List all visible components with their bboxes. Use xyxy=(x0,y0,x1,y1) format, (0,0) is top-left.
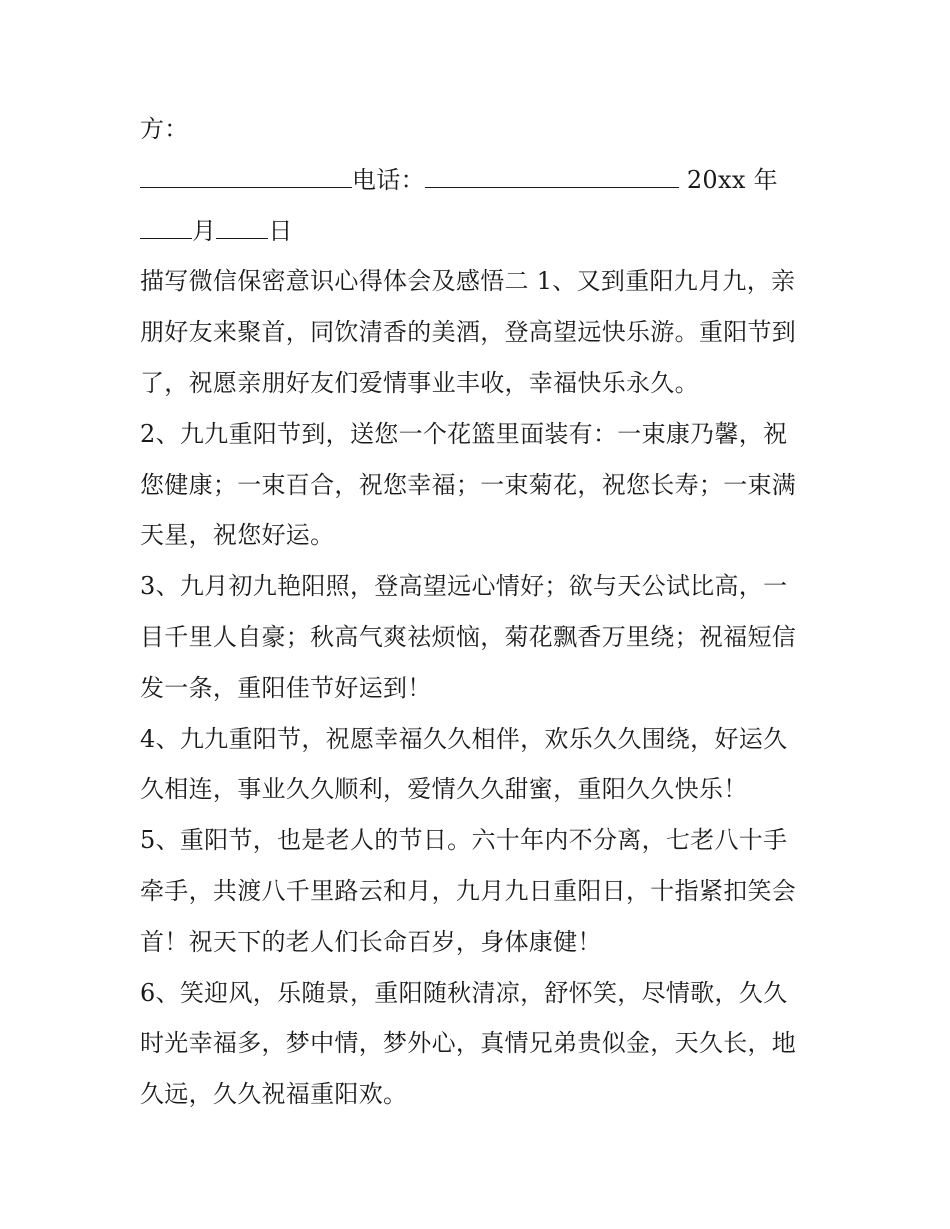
document-body xyxy=(140,104,820,1120)
text-line: 久相连，事业久久顺利，爱情久久甜蜜，重阳久久快乐！ xyxy=(140,775,748,804)
text-line: 朋好友来聚首，同饮清香的美酒，登高望远快乐游。重阳节到 xyxy=(140,318,797,347)
text-line: 发一条，重阳佳节好运到！ xyxy=(140,673,432,702)
text-line: 4、九九重阳节，祝愿幸福久久相伴，欢乐久久围绕，好运久 xyxy=(140,724,788,753)
fang-label: 方： xyxy=(140,115,189,143)
phone-blank xyxy=(425,165,679,188)
form-line-phone xyxy=(140,155,820,206)
phone-label: 电话： xyxy=(352,165,425,194)
text-line: 久远，久久祝福重阳欢。 xyxy=(140,1080,408,1109)
text-line: 2、九九重阳节到，送您一个花篮里面装有：一束康乃馨，祝 xyxy=(140,419,788,448)
day-blank xyxy=(216,216,268,239)
text-line: 3、九月初九艳阳照，登高望远心情好；欲与天公试比高，一 xyxy=(140,572,788,601)
day-label: 日 xyxy=(268,216,293,245)
text-line: 5、重阳节，也是老人的节日。六十年内不分离，七老八十手 xyxy=(140,826,788,855)
month-blank xyxy=(140,216,192,239)
text-line: 了，祝愿亲朋好友们爱情事业丰收，幸福快乐永久。 xyxy=(140,368,699,397)
text-line: 天星，祝您好运。 xyxy=(140,521,335,550)
name-blank xyxy=(140,165,352,188)
text-line: 6、笑迎风，乐随景，重阳随秋清凉，舒怀笑，尽情歌，久久 xyxy=(140,978,788,1007)
text-line: 牵手，共渡八千里路云和月，九月九日重阳日，十指紧扣笑会 xyxy=(140,876,797,905)
month-label: 月 xyxy=(192,216,217,245)
text-line: 首！祝天下的老人们长命百岁，身体康健！ xyxy=(140,927,602,956)
text-line: 描写微信保密意识心得体会及感悟二 1、又到重阳九月九，亲 xyxy=(140,267,796,296)
year-label: 20xx 年 xyxy=(686,165,778,194)
text-line: 目千里人自豪；秋高气爽祛烦恼，菊花飘香万里绕；祝福短信 xyxy=(140,622,797,651)
text-line: 时光幸福多，梦中情，梦外心，真情兄弟贵似金，天久长，地 xyxy=(140,1029,797,1058)
form-line-fang xyxy=(140,104,820,155)
form-line-date xyxy=(140,206,820,257)
text-line: 您健康；一束百合，祝您幸福；一束菊花，祝您长寿；一束满 xyxy=(140,470,797,499)
